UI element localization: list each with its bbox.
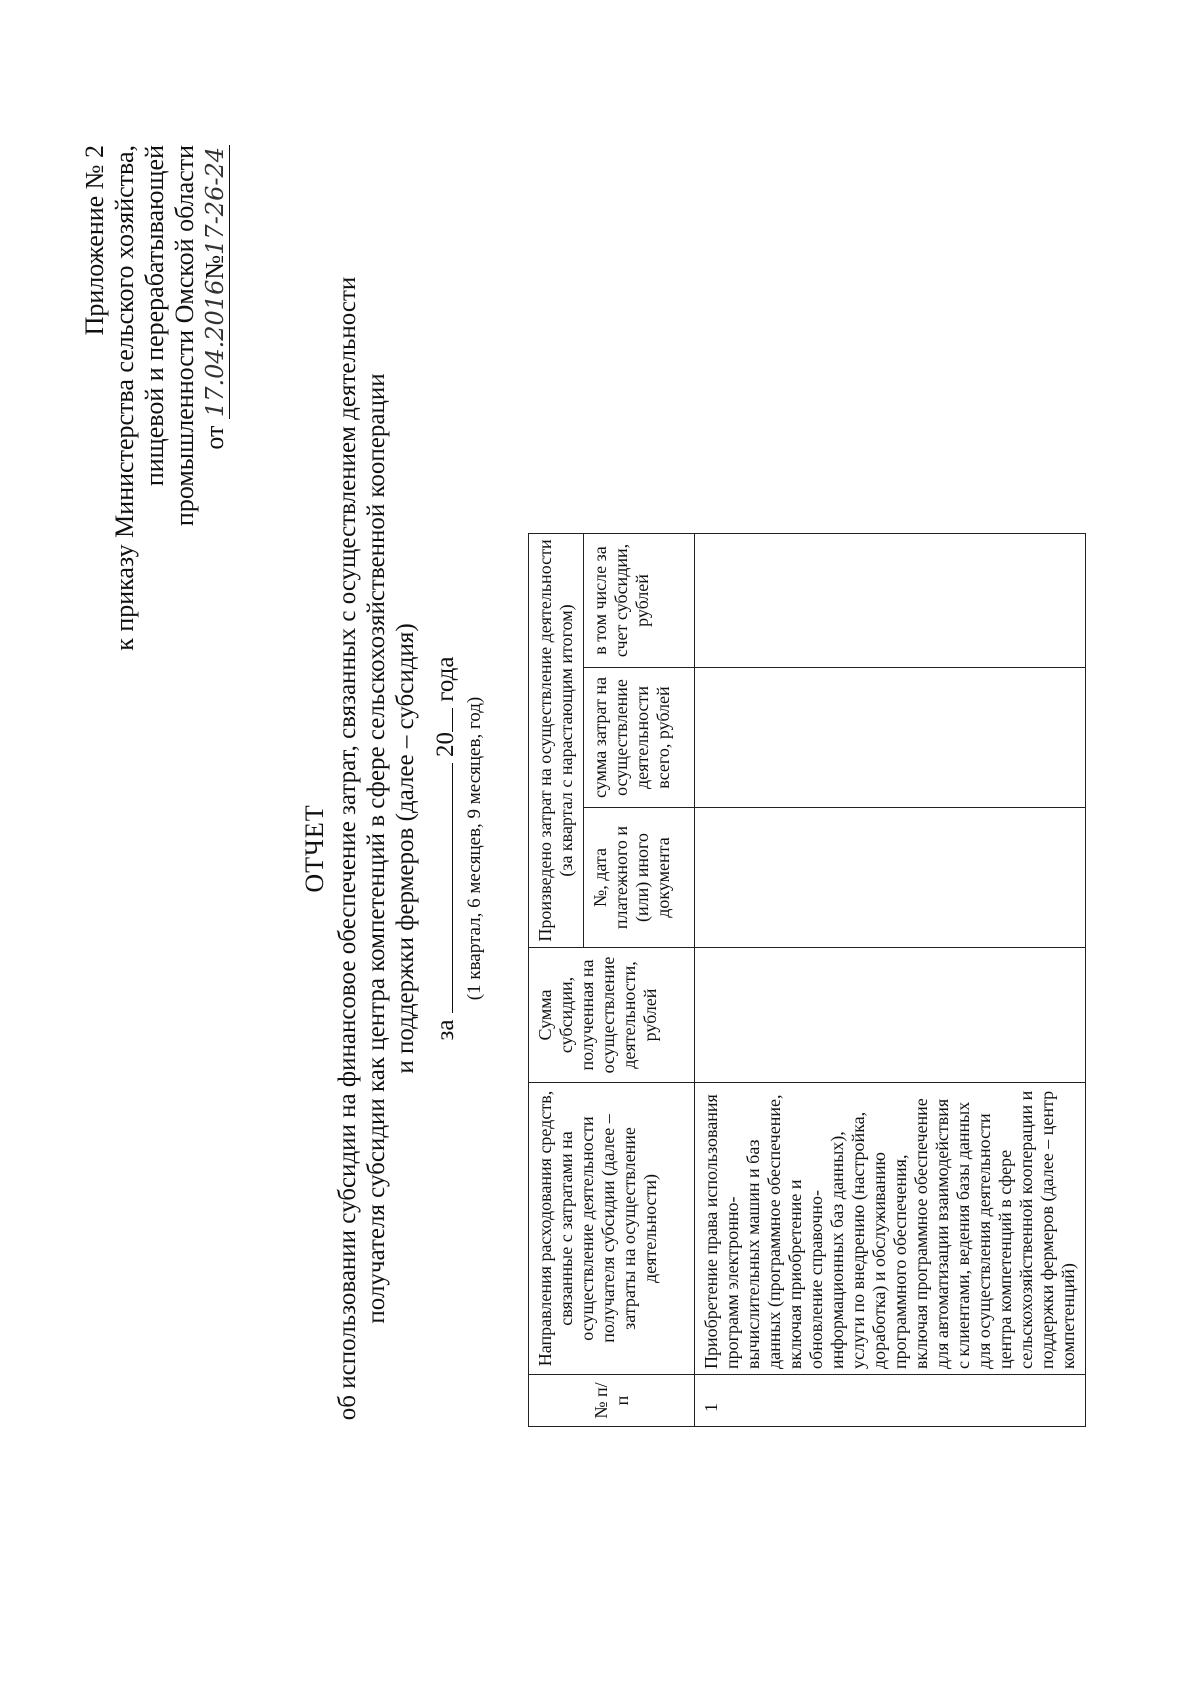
handwritten-date: 17.04.2016 (201, 279, 229, 418)
number-sign: № (200, 254, 229, 280)
report-title-line-3: и поддержки фермеров (далее – субсидия) (392, 623, 419, 1074)
appendix-block (80, 145, 230, 651)
header-direction: Направления расходования средств, связанные с затратами на осуществление деятельности получателя субсидии (далее – затраты на осуществление деятельности) (529, 1083, 695, 1375)
appendix-line-4: промышленности Омской области (170, 145, 199, 527)
report-title-block (300, 0, 420, 1697)
handwritten-number: 17-26-24 (201, 147, 229, 255)
period-line (430, 0, 460, 1697)
header-produced: Произведено затрат на осуществление деятельности (за квартал с нарастающим итогом) (529, 534, 584, 948)
date-field (200, 145, 230, 419)
year-blank (430, 708, 453, 732)
report-heading: ОТЧЕТ (300, 804, 329, 893)
row-subsidy-sum (695, 948, 1086, 1083)
header-num: № п/п (529, 1375, 695, 1427)
header-row-1 (529, 534, 584, 1427)
header-subsidy-sum: Сумма субсидии, полученная на осуществление деятельности, рублей (529, 948, 695, 1083)
table-row (695, 534, 1086, 1427)
report-table (528, 533, 1086, 1427)
appendix-line-1: Приложение № 2 (80, 145, 109, 336)
header-doc: №, дата платежного и (или) иного документа (584, 808, 695, 948)
report-title-line-1: об использовании субсидии на финансовое обеспечение затрат, связанных с осуществлением деятельности (334, 276, 361, 1421)
year-suffix: года (432, 656, 459, 702)
row-total (695, 668, 1086, 808)
row-num: 1 (695, 1375, 1086, 1427)
period-blank (430, 763, 453, 1013)
row-from-subsidy (695, 534, 1086, 668)
row-direction: Приобретение права использования программ электронно-вычислительных машин и баз данных (программное обеспечение, включая приобретение и обновление справочно-информационных баз данных), услуги по внедрению (настройка, доработка) и обслуживанию программного обеспечения, включая программное обеспечение для автоматизации взаимодействия с клиентами, ведения базы данных для осуществления деятельности центра компетенций в сфере сельскохозяйственной кооперации и поддержки фермеров (далее – центр компетенций) (695, 1083, 1086, 1375)
date-prefix: от (200, 425, 229, 450)
period-prefix: за (432, 1019, 459, 1041)
appendix-date-line (200, 145, 230, 651)
report-title-line-2: получателя субсидии как центра компетенций в сфере сельскохозяйственной кооперации (363, 373, 390, 1324)
period-hint: (1 квартал, 6 месяцев, 9 месяцев, год) (464, 696, 485, 1001)
row-doc (695, 808, 1086, 948)
header-total: сумма затрат на осуществление деятельности всего, рублей (584, 668, 695, 808)
year-prefix: 20 (432, 732, 459, 757)
appendix-line-3: пищевой и перерабатывающей (140, 145, 169, 487)
appendix-line-2: к приказу Министерства сельского хозяйства, (110, 145, 139, 651)
header-from-subsidy: в том числе за счет субсидии, рублей (584, 534, 695, 668)
